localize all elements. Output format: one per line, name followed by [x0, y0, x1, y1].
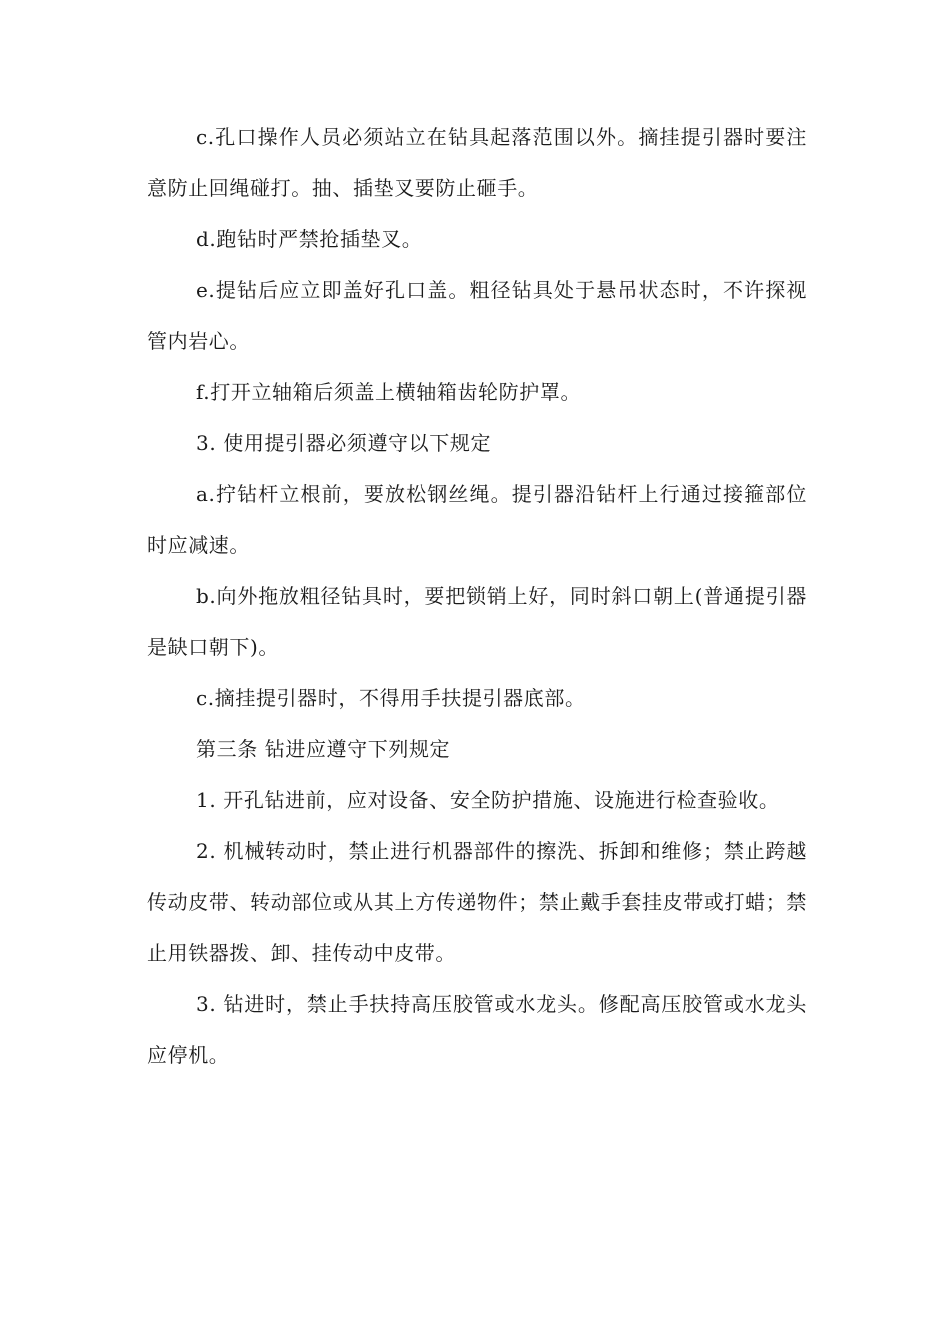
- article-3-heading: 第三条 钻进应遵守下列规定: [196, 737, 451, 761]
- paragraph-2-machinery: 2. 机械转动时，禁止进行机器部件的擦洗、拆卸和维修；禁止跨越传动皮带、转动部位或从其上方传递物件；禁止戴手套挂皮带或打蜡；禁止用铁器拨、卸、挂传动中皮带。: [147, 839, 807, 965]
- paragraph-1-inspection: 1. 开孔钻进前，应对设备、安全防护措施、设施进行检查验收。: [196, 788, 780, 812]
- paragraph-3-high-pressure-hose: 3. 钻进时，禁止手扶持高压胶管或水龙头。修配高压胶管或水龙头应停机。: [147, 992, 807, 1067]
- paragraph-3-hoist-plug-rules: 3. 使用提引器必须遵守以下规定: [196, 431, 492, 455]
- paragraph-c-hoist-plug-bottom: c.摘挂提引器时，不得用手扶提引器底部。: [196, 686, 586, 710]
- paragraph-a-wire-rope: a.拧钻杆立根前，要放松钢丝绳。提引器沿钻杆上行通过接箍部位时应减速。: [147, 482, 807, 557]
- document-body: [147, 112, 807, 1081]
- paragraph-d-running-drill: d.跑钻时严禁抢插垫叉。: [196, 227, 423, 251]
- paragraph-e-orifice-cover: e.提钻后应立即盖好孔口盖。粗径钻具处于悬吊状态时，不许探视管内岩心。: [147, 278, 807, 353]
- paragraph-f-gear-guard: f.打开立轴箱后须盖上横轴箱齿轮防护罩。: [196, 380, 582, 404]
- paragraph-c-orifice-operator: c.孔口操作人员必须站立在钻具起落范围以外。摘挂提引器时要注意防止回绳碰打。抽、插垫叉要防止砸手。: [147, 125, 807, 200]
- paragraph-b-lock-pin: b.向外拖放粗径钻具时，要把锁销上好，同时斜口朝上(普通提引器是缺口朝下)。: [147, 584, 807, 659]
